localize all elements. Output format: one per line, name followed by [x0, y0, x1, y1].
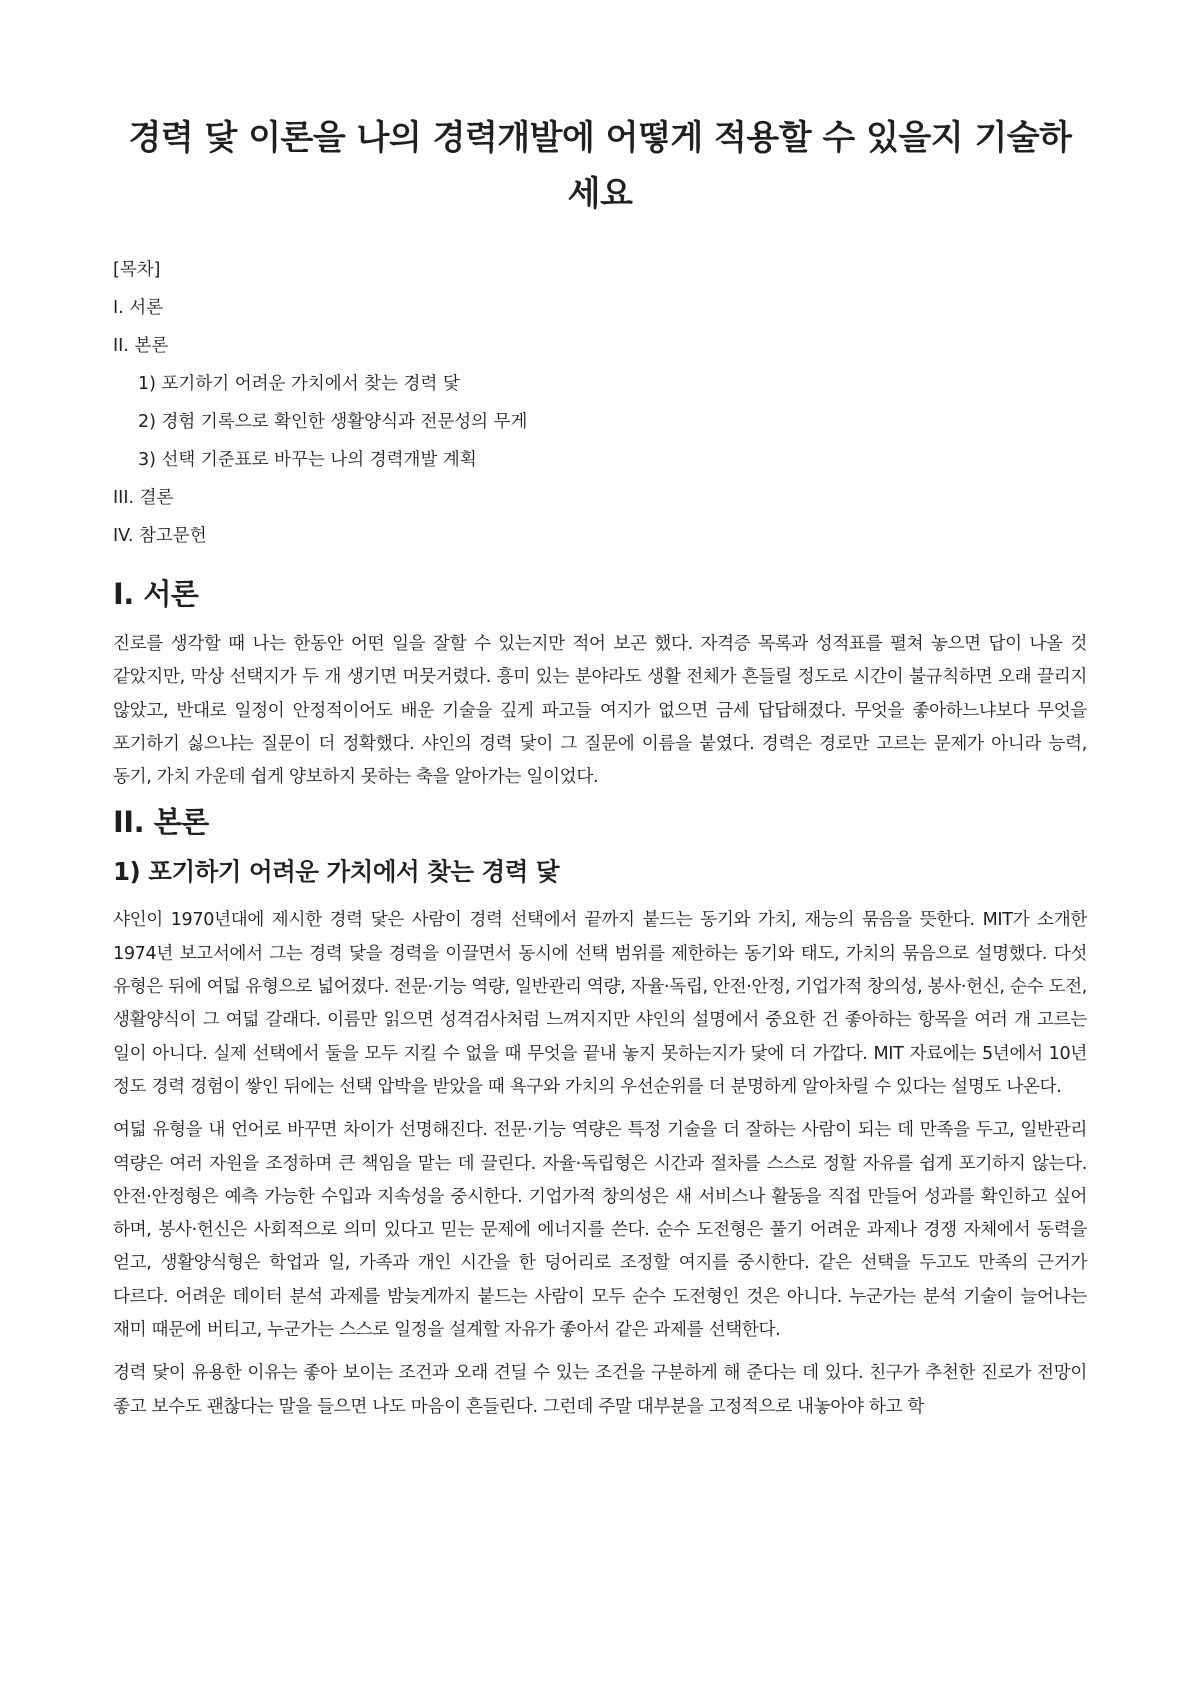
- table-of-contents: [113, 260, 1087, 546]
- intro-paragraph: 진로를 생각할 때 나는 한동안 어떤 일을 잘할 수 있는지만 적어 보곤 했다. 자격증 목록과 성적표를 펼쳐 놓으면 답이 나올 것 같았지만, 막상 선택지가 두 개 생기면 머뭇거렸다. 흥미 있는 분야라도 생활 전체가 흔들릴 정도로 시간이 불규칙하면 오래 끌리지 않았고, 반대로 일정이 안정적이어도 배운 기술을 깊게 파고들 여지가 없으면 금세 답답해졌다. 무엇을 좋아하느냐보다 무엇을 포기하기 싫으냐는 질문이 더 정확했다. 샤인의 경력 닻이 그 질문에 이름을 붙였다. 경력은 경로만 고르는 문제가 아니라 능력, 동기, 가치 가운데 쉽게 양보하지 못하는 축을 알아가는 일이었다.: [113, 634, 1087, 788]
- toc-item: II. 본론: [113, 336, 169, 356]
- toc-heading: [목차]: [113, 260, 161, 280]
- toc-item: IV. 참고문헌: [113, 526, 207, 546]
- body-paragraph: 여덟 유형을 내 언어로 바꾸면 차이가 선명해진다. 전문·기능 역량은 특정 기술을 더 잘하는 사람이 되는 데 만족을 두고, 일반관리 역량은 여러 자원을 조정하며 큰 책임을 맡는 데 끌린다. 자율·독립형은 시간과 절차를 스스로 정할 자유를 쉽게 포기하지 않는다. 안전·안정형은 예측 가능한 수입과 지속성을 중시한다. 기업가적 창의성은 새 서비스나 활동을 직접 만들어 성과를 확인하고 싶어 하며, 봉사·헌신은 사회적으로 의미 있다고 믿는 문제에 에너지를 쓴다. 순수 도전형은 풀기 어려운 과제나 경쟁 자체에서 동력을 얻고, 생활양식형은 학업과 일, 가족과 개인 시간을 한 덩어리로 조정할 여지를 중시한다. 같은 선택을 두고도 만족의 근거가 다르다. 어려운 데이터 분석 과제를 밤늦게까지 붙드는 사람이 모두 순수 도전형인 것은 아니다. 누군가는 분석 기술이 늘어나는 재미 때문에 버티고, 누군가는 스스로 일정을 설계할 자유가 좋아서 같은 과제를 선택한다.: [113, 1120, 1087, 1341]
- intro-heading: I. 서론: [113, 577, 199, 611]
- document-title: 경력 닻 이론을 나의 경력개발에 어떻게 적용할 수 있을지 기술하세요: [128, 118, 1072, 214]
- body-paragraph: 샤인이 1970년대에 제시한 경력 닻은 사람이 경력 선택에서 끝까지 붙드는 동기와 가치, 재능의 묶음을 뜻한다. MIT가 소개한 1974년 보고서에서 그는 경력 닻을 경력을 이끌면서 동시에 선택 범위를 제한하는 동기와 태도, 가치의 묶음으로 설명했다. 다섯 유형은 뒤에 여덟 유형으로 넓어졌다. 전문·기능 역량, 일반관리 역량, 자율·독립, 안전·안정, 기업가적 창의성, 봉사·헌신, 순수 도전, 생활양식이 그 여덟 갈래다. 이름만 읽으면 성격검사처럼 느껴지지만 샤인의 설명에서 중요한 건 좋아하는 항목을 여러 개 고르는 일이 아니다. 실제 선택에서 둘을 모두 지킬 수 없을 때 무엇을 끝내 놓지 못하는지가 닻에 더 가깝다. MIT 자료에는 5년에서 10년 정도 경력 경험이 쌓인 뒤에는 선택 압박을 받았을 때 욕구와 가치의 우선순위를 더 분명하게 알아차릴 수 있다는 설명도 나온다.: [113, 910, 1087, 1097]
- toc-subitem: 3) 선택 기준표로 바꾸는 나의 경력개발 계획: [138, 450, 477, 470]
- subsection-heading: 1) 포기하기 어려운 가치에서 찾는 경력 닻: [113, 857, 560, 887]
- toc-item: III. 결론: [113, 488, 174, 508]
- body-heading: II. 본론: [113, 805, 209, 840]
- body-paragraph: 경력 닻이 유용한 이유는 좋아 보이는 조건과 오래 견딜 수 있는 조건을 구분하게 해 준다는 데 있다. 친구가 추천한 진로가 전망이 좋고 보수도 괜찮다는 말을 들으면 나도 마음이 흔들린다. 그런데 주말 대부분을 고정적으로 내놓아야 하고 학: [113, 1363, 1087, 1417]
- toc-subitem: 1) 포기하기 어려운 가치에서 찾는 경력 닻: [138, 374, 460, 394]
- toc-subitem: 2) 경험 기록으로 확인한 생활양식과 전문성의 무게: [138, 412, 528, 432]
- toc-item: I. 서론: [113, 298, 164, 318]
